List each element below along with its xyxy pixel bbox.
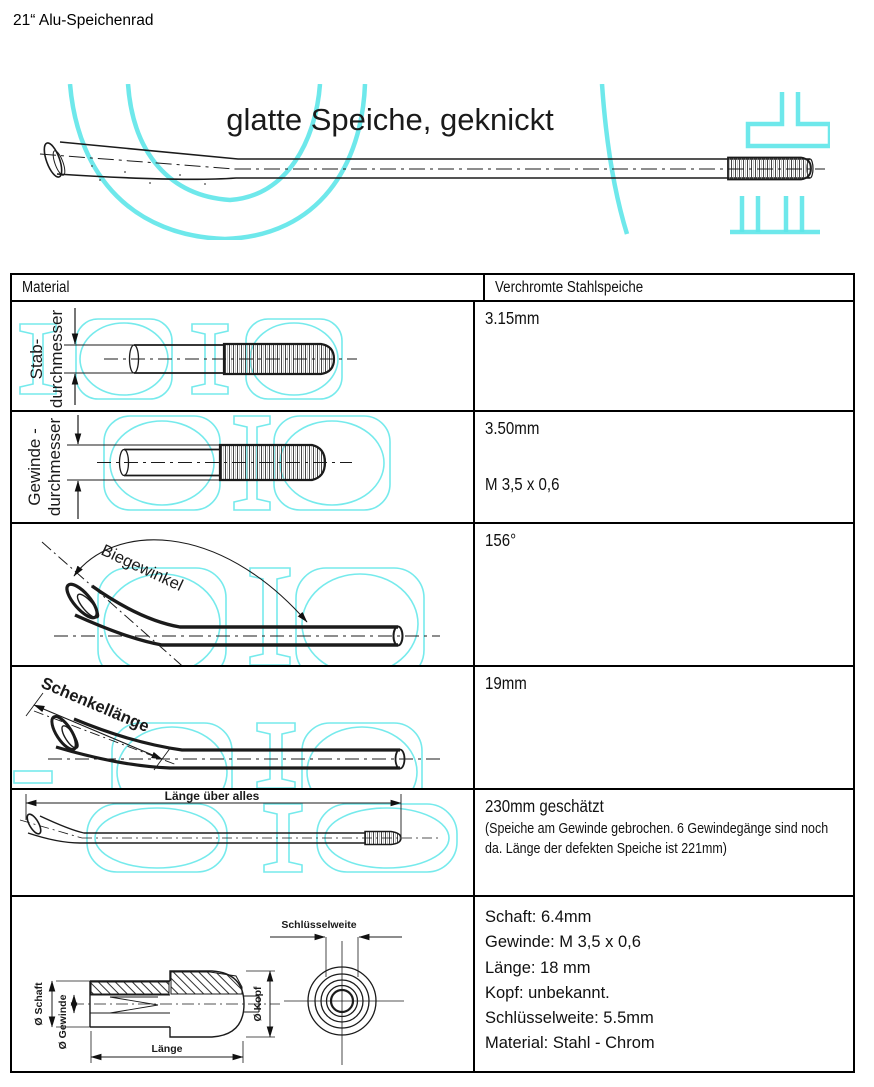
value-cell: [475, 302, 853, 410]
leg-length-value: 19mm: [485, 673, 527, 693]
thread-spec-value: M 3,5 x 0,6: [485, 474, 560, 494]
thread-diameter-value: 3.50mm: [485, 418, 540, 438]
table-row: [12, 300, 853, 410]
spec-line: Gewinde: M 3,5 x 0,6: [485, 933, 641, 952]
spoke-drawing-lines: [40, 141, 825, 185]
table-row: [12, 788, 853, 895]
rod-diameter-drawing: [12, 302, 473, 410]
spec-line: Länge: 18 mm: [485, 958, 591, 977]
spoke-overview-drawing: [30, 84, 830, 240]
leg-length-drawing: [12, 667, 473, 788]
header-spec-label: Verchromte Stahlspeiche: [495, 278, 644, 296]
header-material-label: Material: [22, 278, 70, 296]
nipple-wrench-size-label: Schlüsselweite: [281, 919, 357, 931]
table-row: [12, 522, 853, 665]
table-header-row: [12, 275, 853, 300]
bend-angle-value: 156°: [485, 530, 517, 550]
rod-diameter-value: 3.15mm: [485, 308, 540, 328]
value-cell: [475, 412, 853, 522]
bend-angle-label: Biegewinkel: [98, 541, 186, 595]
nipple-head-dia-label: Ø Kopf: [252, 986, 264, 1022]
table-row: [12, 895, 853, 1071]
overall-length-value: 230mm geschätzt: [485, 796, 604, 816]
spec-line: Material: Stahl - Chrom: [485, 1034, 655, 1053]
header-cell-material: [12, 275, 485, 300]
spec-table: [10, 273, 855, 1073]
drawing-cell-thread-diameter: [12, 412, 475, 522]
rod-diameter-label-1: Stab-: [27, 338, 46, 380]
value-cell: [475, 790, 853, 895]
thread-diameter-label-2: durchmesser: [45, 417, 64, 517]
nipple-thread-dia-label: Ø Gewinde: [57, 994, 69, 1050]
overall-length-label: Länge über alles: [164, 790, 260, 803]
nipple-spec-lines: [485, 905, 655, 1057]
watermark: [14, 723, 422, 788]
thread-diameter-drawing: [12, 412, 473, 522]
table-row: [12, 665, 853, 788]
rod-diameter-label-2: durchmesser: [47, 309, 66, 409]
header-cell-spec: [485, 275, 853, 300]
bend-angle-drawing: [12, 524, 473, 665]
drawing-cell-rod-diameter: [12, 302, 475, 410]
nipple-shaft-dia-label: Ø Schaft: [33, 982, 45, 1026]
value-cell: [475, 667, 853, 788]
drawing-cell-nipple: [12, 897, 475, 1071]
overall-length-note: (Speiche am Gewinde gebrochen. 6 Gewindegänge sind noch da. Länge der defekten Speiche ist 221mm): [485, 821, 829, 857]
leg-length-label: Schenkellänge: [38, 674, 152, 736]
nipple-length-label: Länge: [151, 1043, 183, 1055]
thread-diameter-label-1: Gewinde -: [25, 428, 44, 506]
nipple-drawing: [12, 897, 473, 1071]
drawing-cell-overall-length: [12, 790, 475, 895]
spec-line: Kopf: unbekannt.: [485, 983, 610, 1002]
spec-line: Schlüsselweite: 5.5mm: [485, 1009, 654, 1028]
page-title: 21“ Alu-Speichenrad: [13, 12, 154, 29]
drawing-cell-bend-angle: [12, 524, 475, 665]
figure-caption: glatte Speiche, geknickt: [226, 102, 554, 137]
table-row: [12, 410, 853, 522]
overall-length-drawing: [12, 790, 473, 895]
value-cell: [475, 524, 853, 665]
spec-line: Schaft: 6.4mm: [485, 908, 592, 926]
drawing-cell-leg-length: [12, 667, 475, 788]
value-cell: [475, 897, 853, 1071]
